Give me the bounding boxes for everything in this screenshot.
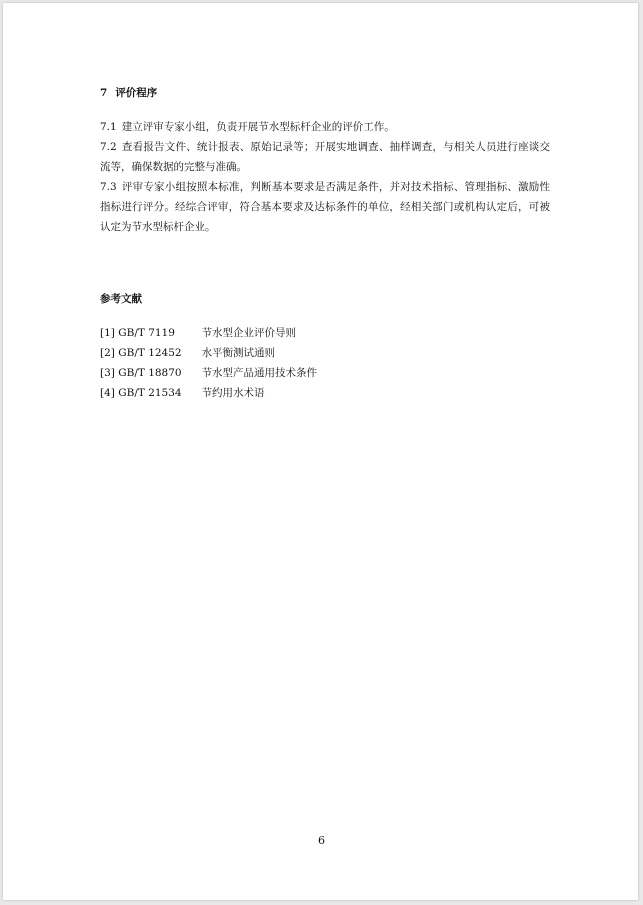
reference-index: [3] bbox=[100, 367, 115, 379]
reference-index: [1] bbox=[100, 327, 115, 339]
reference-title: 节约用水术语 bbox=[201, 387, 265, 399]
references-heading: 参考文献 bbox=[100, 293, 142, 305]
clause-number: 7.2 bbox=[100, 141, 117, 153]
reference-list bbox=[100, 323, 550, 403]
clause-number: 7.1 bbox=[100, 121, 117, 133]
clause-7-2 bbox=[100, 137, 550, 177]
reference-title: 水平衡测试通则 bbox=[201, 347, 276, 359]
reference-index: [4] bbox=[100, 387, 115, 399]
section-title: 评价程序 bbox=[115, 87, 158, 99]
reference-item bbox=[100, 323, 550, 343]
reference-title: 节水型企业评价导则 bbox=[201, 327, 297, 339]
clause-7-3 bbox=[100, 177, 550, 237]
page-content bbox=[100, 83, 550, 403]
clause-text: 评审专家小组按照本标准，判断基本要求是否满足条件，并对技术指标、管理指标、激励性指标进行评分。经综合评审，符合基本要求及达标条件的单位，经相关部门或机构认定后，可被认定为节水型标杆企业。 bbox=[100, 181, 550, 233]
clause-7-1 bbox=[100, 117, 550, 137]
reference-item bbox=[100, 383, 550, 403]
clause-text: 建立评审专家小组，负责开展节水型标杆企业的评价工作。 bbox=[121, 121, 395, 133]
reference-code: GB/T 18870 bbox=[118, 367, 182, 379]
reference-index: [2] bbox=[100, 347, 115, 359]
clause-text: 查看报告文件、统计报表、原始记录等；开展实地调查、抽样调查，与相关人员进行座谈交流等，确保数据的完整与准确。 bbox=[100, 141, 550, 173]
reference-item bbox=[100, 343, 550, 363]
section-heading bbox=[100, 83, 550, 103]
reference-code: GB/T 21534 bbox=[118, 387, 182, 399]
clause-number: 7.3 bbox=[100, 181, 117, 193]
document-page bbox=[3, 3, 638, 900]
reference-title: 节水型产品通用技术条件 bbox=[201, 367, 318, 379]
section-number: 7 bbox=[100, 87, 108, 99]
reference-code: GB/T 12452 bbox=[118, 347, 182, 359]
reference-item bbox=[100, 363, 550, 383]
reference-code: GB/T 7119 bbox=[118, 327, 175, 339]
clause-list bbox=[100, 117, 550, 237]
page-number: 6 bbox=[318, 834, 325, 847]
